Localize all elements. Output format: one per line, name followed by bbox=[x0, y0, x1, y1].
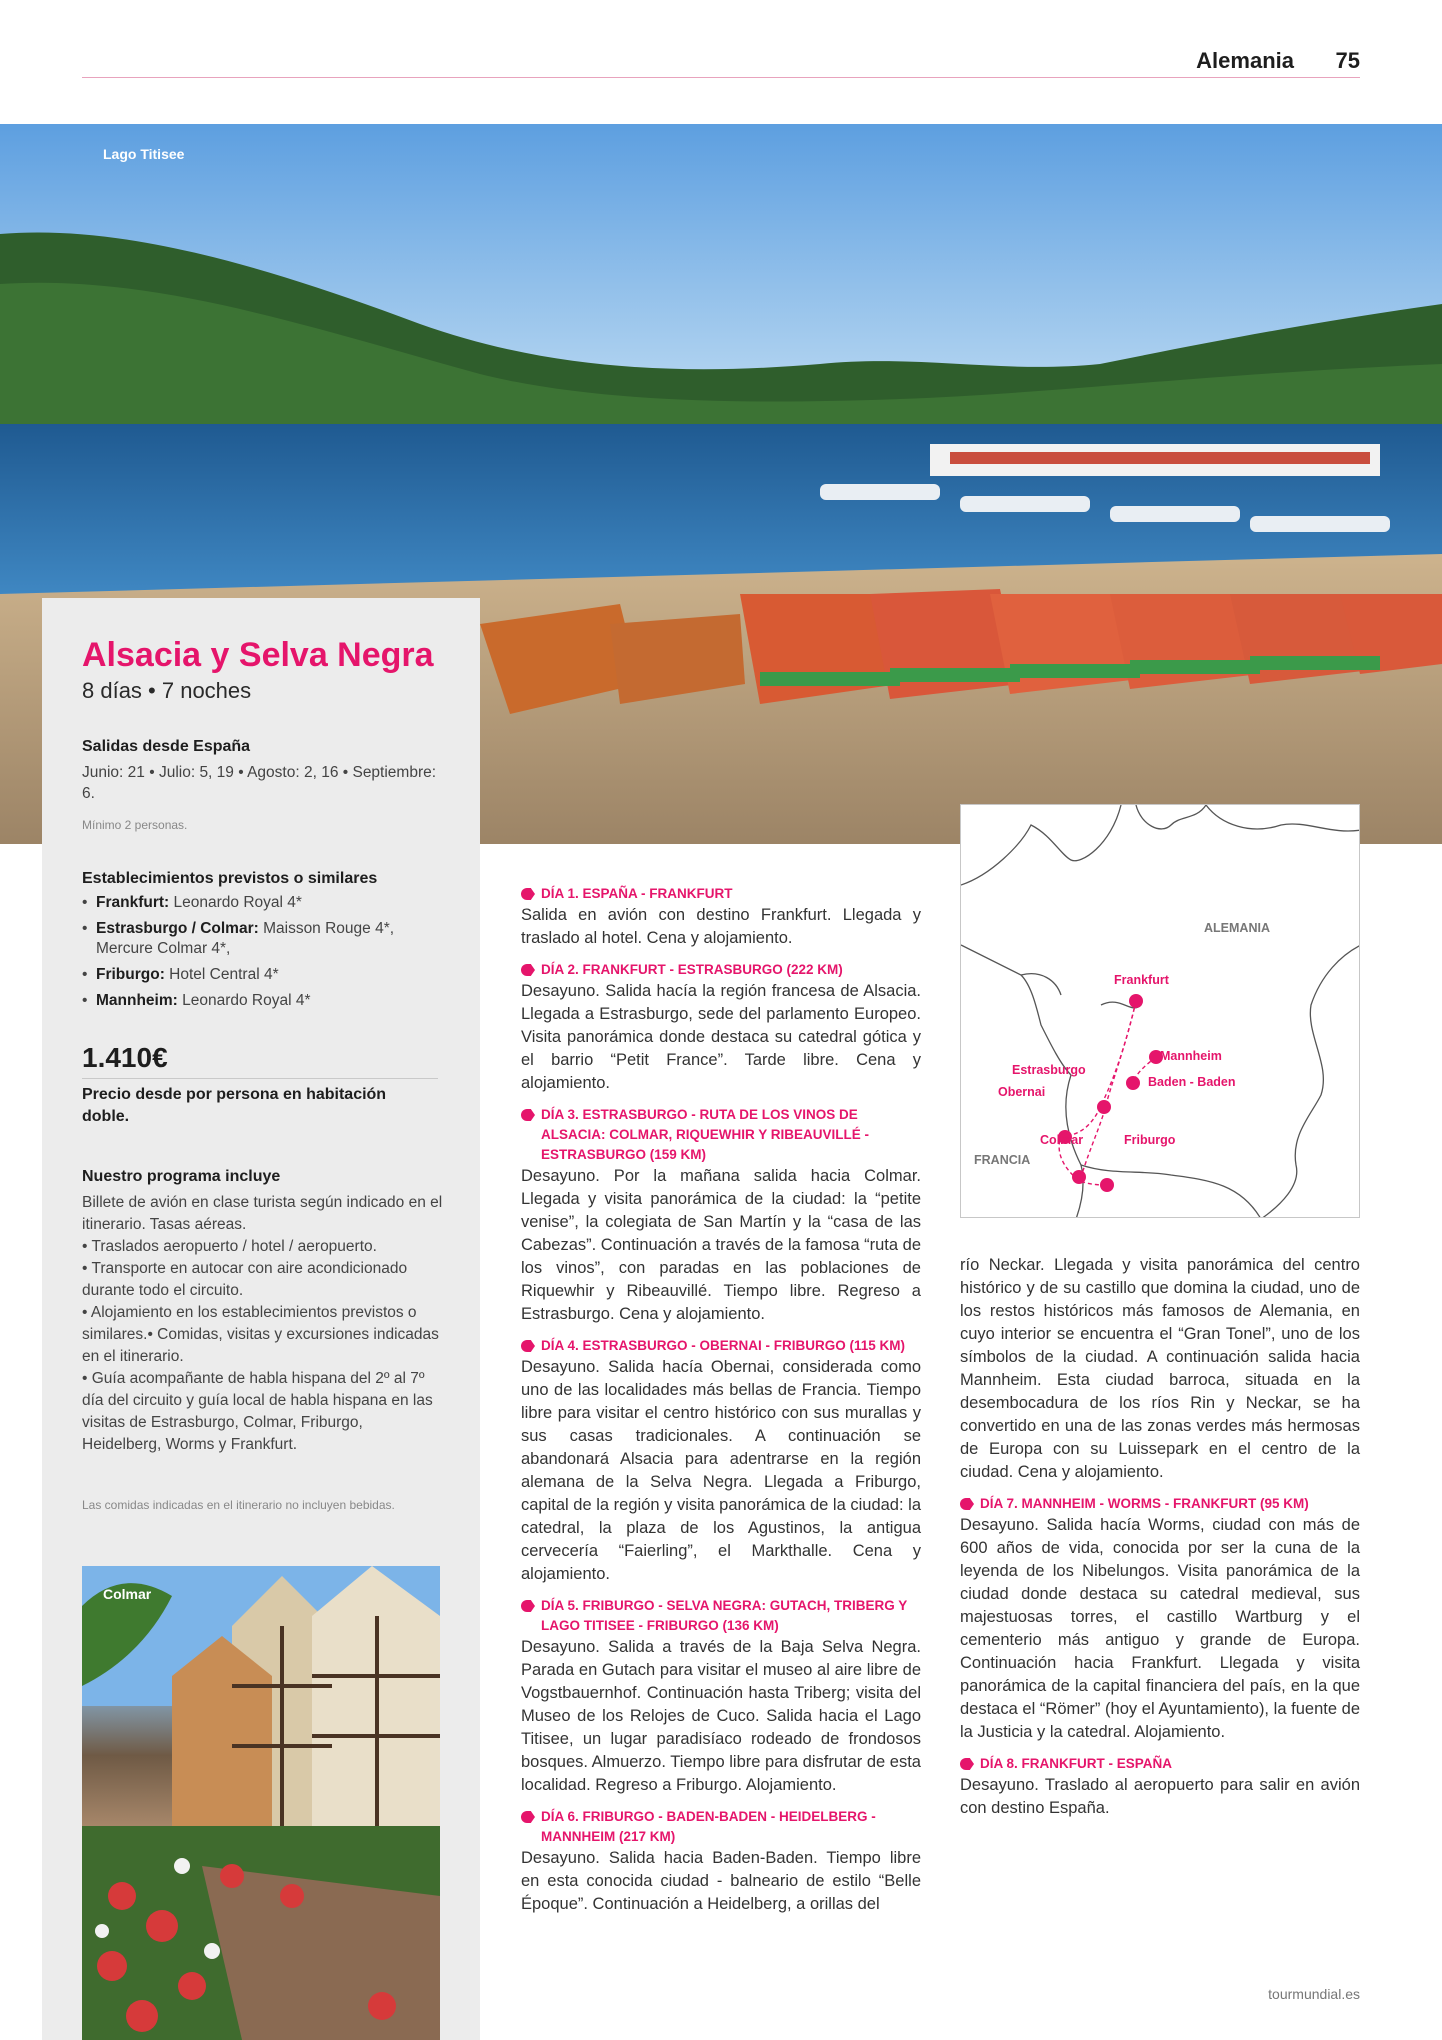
day-title: DÍA 7. MANNHEIM - WORMS - FRANKFURT (95 KM) bbox=[960, 1494, 1360, 1514]
map-city-estrasburgo: Estrasburgo bbox=[1012, 1063, 1086, 1077]
day-entry bbox=[521, 1105, 921, 1326]
departures-heading: Salidas desde España bbox=[82, 738, 251, 755]
map-city-friburgo: Friburgo bbox=[1124, 1133, 1176, 1147]
program-text bbox=[82, 1192, 444, 1456]
bullet-icon bbox=[521, 1600, 535, 1612]
colmar-photo bbox=[82, 1566, 440, 2040]
day-title: DÍA 5. FRIBURGO - SELVA NEGRA: GUTACH, TRIBERG Y LAGO TITISEE - FRIBURGO (136 KM) bbox=[521, 1596, 921, 1636]
day-text: Desayuno. Salida a través de la Baja Selva Negra. Parada en Gutach para visitar el museo al aire libre de Vogstbauernhof. Continuación hasta Triberg; visita del Museo de los Relojes de Cuco. Salida hacia el Lago Titisee, un lugar paradisíaco rodeado de frondosos bosques. Almuerzo. Tiempo libre para disfrutar de esta localidad. Regreso a Friburgo. Alojamiento. bbox=[521, 1638, 921, 1794]
colmar-illustration bbox=[82, 1566, 440, 2040]
map-country-germany: ALEMANIA bbox=[1204, 921, 1270, 935]
day-title: DÍA 3. ESTRASBURGO - RUTA DE LOS VINOS DE ALSACIA: COLMAR, RIQUEWHIR Y RIBEAUVILLÉ - ESTRASBURGO (159 KM) bbox=[521, 1105, 921, 1165]
map-city-baden: Baden - Baden bbox=[1148, 1075, 1236, 1089]
day-entry bbox=[960, 1494, 1360, 1744]
departures-text: Junio: 21 • Julio: 5, 19 • Agosto: 2, 16 • Septiembre: 6. bbox=[82, 764, 437, 802]
day-title: DÍA 4. ESTRASBURGO - OBERNAI - FRIBURGO (115 KM) bbox=[521, 1336, 921, 1356]
route-map bbox=[960, 804, 1360, 1218]
program-heading: Nuestro programa incluye bbox=[82, 1168, 281, 1185]
program-line: • Alojamiento en los establecimientos previstos o similares.• Comidas, visitas y excursiones indicadas en el itinerario. bbox=[82, 1304, 439, 1365]
list-item: • Mannheim: Leonardo Royal 4* bbox=[82, 991, 442, 1011]
bullet-icon bbox=[521, 1109, 535, 1121]
bullet-icon bbox=[521, 964, 535, 976]
day-text: Desayuno. Salida hacía Obernai, considerada como uno de las localidades más bellas de Francia. Tiempo libre para visitar el centro histórico con sus murallas y sus casas tradicionales. A continuación se abandonará Alsacia para adentrarse en la región alemana de la Selva Negra. Llegada a Friburgo, capital de la región y visita panorámica de la ciudad: la catedral, la plaza de los Agustinos, la antigua cervecería “Faierling”, el Markthalle. Cena y alojamiento. bbox=[521, 1358, 921, 1583]
day-text: Desayuno. Salida hacía Worms, ciudad con más de 600 años de vida, conocida por ser la cuna de la leyenda de los Nibelungos. Visita panorámica de la ciudad donde destaca su catedral medieval, sus majestuosas torres, el castillo Wartburg y el cementerio más antiguo y grande de Europa. Continuación hacia Frankfurt. Llegada y visita panorámica de la capital financiera del país, en la que destaca el “Römer” (hoy el Ayuntamiento), la fuente de la Justicia y la catedral. Alojamiento. bbox=[960, 1516, 1360, 1741]
meals-note: Las comidas indicadas en el itinerario no incluyen bebidas. bbox=[82, 1498, 395, 1512]
day-entry bbox=[521, 884, 921, 950]
program-line: • Transporte en autocar con aire acondicionado durante todo el circuito. bbox=[82, 1260, 408, 1299]
day-continuation bbox=[960, 1254, 1360, 1484]
day-text: Desayuno. Salida hacia Baden-Baden. Tiempo libre en esta conocida ciudad - balneario de estilo “Belle Époque”. Continuación a Heidelberg, a orillas del bbox=[521, 1849, 921, 1913]
establishments-list bbox=[82, 893, 442, 1017]
trip-title: Alsacia y Selva Negra bbox=[82, 636, 434, 674]
program-line: • Traslados aeropuerto / hotel / aeropuerto. bbox=[82, 1238, 377, 1255]
website-link[interactable]: tourmundial.es bbox=[1268, 1986, 1360, 2002]
map-city-colmar: Colmar bbox=[1040, 1133, 1084, 1147]
day-title: DÍA 8. FRANKFURT - ESPAÑA bbox=[960, 1754, 1360, 1774]
map-city-frankfurt: Frankfurt bbox=[1114, 973, 1169, 987]
price-divider bbox=[82, 1078, 438, 1079]
bullet-icon bbox=[521, 1811, 535, 1823]
day-entry bbox=[521, 1807, 921, 1916]
colmar-caption: Colmar bbox=[103, 1586, 152, 1602]
day-title: DÍA 2. FRANKFURT - ESTRASBURGO (222 KM) bbox=[521, 960, 921, 980]
map-city-mannheim: Mannheim bbox=[1160, 1049, 1222, 1063]
map-city-obernai: Obernai bbox=[998, 1085, 1046, 1099]
bullet-icon bbox=[521, 888, 535, 900]
price-amount: 1.410€ bbox=[82, 1042, 168, 1073]
bullet-icon bbox=[960, 1758, 974, 1770]
day-text: Desayuno. Salida hacía la región francesa de Alsacia. Llegada a Estrasburgo, sede del parlamento Europeo. Visita panorámica donde destaca su catedral gótica y el barrio “Petit France”. Tarde libre. Cena y alojamiento. bbox=[521, 982, 921, 1092]
bullet-icon bbox=[521, 1340, 535, 1352]
page-header bbox=[82, 46, 1360, 78]
day-text: Salida en avión con destino Frankfurt. Llegada y traslado al hotel. Cena y alojamiento. bbox=[521, 906, 921, 947]
minimum-persons: Mínimo 2 personas. bbox=[82, 818, 188, 832]
hero-caption: Lago Titisee bbox=[103, 146, 185, 162]
day-title: DÍA 6. FRIBURGO - BADEN-BADEN - HEIDELBERG - MANNHEIM (217 KM) bbox=[521, 1807, 921, 1847]
bullet-icon bbox=[960, 1498, 974, 1510]
day-title: DÍA 1. ESPAÑA - FRANKFURT bbox=[521, 884, 921, 904]
establishments-heading: Establecimientos previstos o similares bbox=[82, 870, 378, 887]
list-item: • Friburgo: Hotel Central 4* bbox=[82, 965, 442, 985]
day-entry bbox=[960, 1754, 1360, 1820]
list-item: • Frankfurt: Leonardo Royal 4* bbox=[82, 893, 442, 913]
price-note: Precio desde por persona en habitación doble. bbox=[82, 1086, 387, 1125]
day-text: Desayuno. Traslado al aeropuerto para salir en avión con destino España. bbox=[960, 1776, 1360, 1817]
trip-duration: 8 días • 7 noches bbox=[82, 678, 252, 703]
day-entry bbox=[521, 1336, 921, 1586]
program-line: Billete de avión en clase turista según indicado en el itinerario. Tasas aéreas. bbox=[82, 1194, 443, 1233]
day-text: río Neckar. Llegada y visita panorámica del centro histórico y de su castillo que domina la ciudad, uno de los restos históricos más famosos de Alemania, en cuyo interior se encuentra el “Gran Tonel”, uno de los símbolos de la ciudad. A continuación salida hacia Mannheim. Esta ciudad barroca, situada en la desembocadura de los ríos Rin y Neckar, se ha convertido en una de las zonas verdes más hermosas de Europa con su Luissepark en el centro de la ciudad. Cena y alojamiento. bbox=[960, 1256, 1360, 1481]
day-text: Desayuno. Por la mañana salida hacia Colmar. Llegada y visita panorámica de la ciudad: la “petite venise”, la colegiata de San Martín y la “casa de las Cabezas”. Continuación a través de la famosa “ruta de los vinos”, con paradas en las poblaciones de Riquewhir y Ribeauvillé. Tiempo libre. Regreso a Estrasburgo. Cena y alojamiento. bbox=[521, 1167, 921, 1323]
section-title: Alemania bbox=[1196, 48, 1294, 73]
page-number: 75 bbox=[1335, 48, 1360, 73]
program-line: • Guía acompañante de habla hispana del 2º al 7º día del circuito y guía local de habla hispana en las visitas de Estrasburgo, Colmar, Friburgo, Heidelberg, Worms y Frankfurt. bbox=[82, 1370, 433, 1453]
map-country-france: FRANCIA bbox=[974, 1153, 1031, 1167]
day-entry bbox=[521, 960, 921, 1095]
itinerary-column-right bbox=[960, 1254, 1360, 1830]
day-entry bbox=[521, 1596, 921, 1797]
list-item: • Estrasburgo / Colmar: Maisson Rouge 4*, Mercure Colmar 4*, bbox=[82, 919, 442, 959]
itinerary-column-middle bbox=[521, 884, 921, 1926]
